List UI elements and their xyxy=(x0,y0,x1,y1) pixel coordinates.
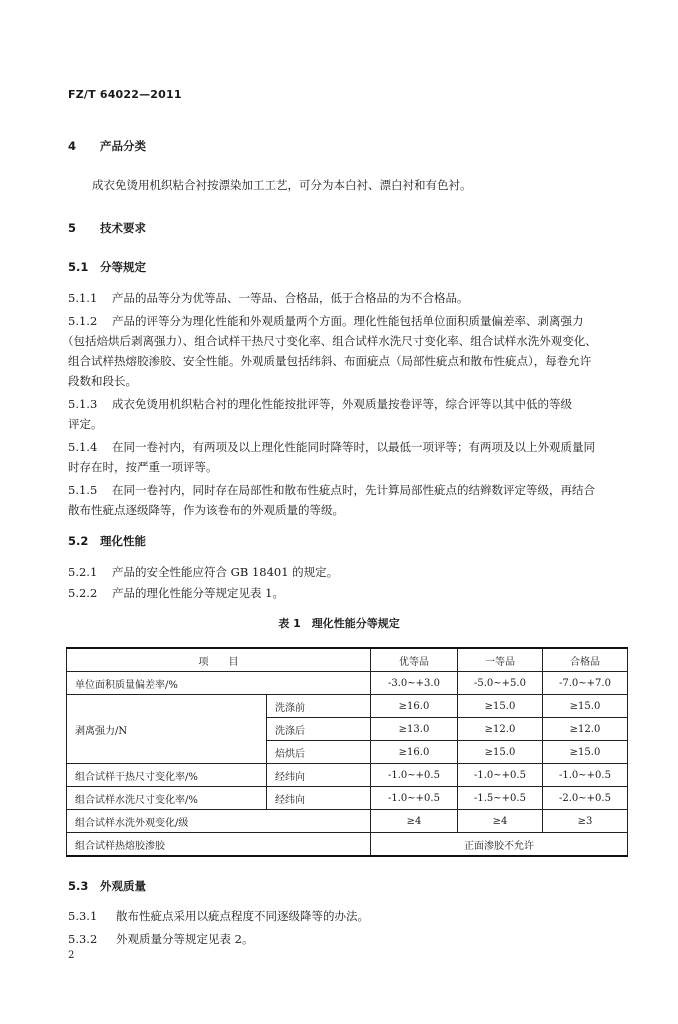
clause-5-2-1 xyxy=(68,564,338,580)
column-header-first-grade: 一等品 xyxy=(458,648,543,672)
cell-value: ≥3 xyxy=(543,810,628,833)
clause-number: 5.1.3 xyxy=(68,397,98,411)
clause-text: 在同一卷衬内，有两项及以上理化性能同时降等时，以最低一项评等；有两项及以上外观质量同 xyxy=(112,440,595,454)
cell-value: -2.0~+0.5 xyxy=(543,787,628,810)
cell-value: ≥15.0 xyxy=(458,741,543,764)
row-label: 单位面积质量偏差率/% xyxy=(67,672,371,695)
table-row xyxy=(67,672,628,695)
row-label: 组合试样热熔胶渗胶 xyxy=(67,833,371,857)
section-number: 5.3 xyxy=(68,879,89,893)
cell-value: -5.0~+5.0 xyxy=(458,672,543,695)
cell-value: ≥13.0 xyxy=(371,718,458,741)
section-4-body: 成衣免烫用机织粘合衬按漂染加工工艺，可分为本白衬、漂白衬和有色衬。 xyxy=(92,178,472,192)
clause-5-2-2 xyxy=(68,585,284,601)
section-title: 外观质量 xyxy=(100,879,146,893)
section-5-1-heading xyxy=(68,259,146,275)
section-title: 理化性能 xyxy=(100,534,146,548)
clause-5-1-3-line-1 xyxy=(68,396,572,412)
clause-text: 外观质量分等规定见表 2。 xyxy=(116,932,254,946)
column-header-item: 项 目 xyxy=(67,648,371,672)
row-sublabel: 经纬向 xyxy=(267,787,371,810)
row-sublabel: 洗涤后 xyxy=(267,718,371,741)
standard-code-header: FZ/T 64022—2011 xyxy=(68,88,182,101)
section-number: 5.1 xyxy=(68,260,89,274)
clause-5-1-5-line-1 xyxy=(68,482,595,498)
cell-value: -1.0~+0.5 xyxy=(543,764,628,787)
cell-value: -3.0~+3.0 xyxy=(371,672,458,695)
section-number: 4 xyxy=(68,139,77,153)
clause-5-1-4-line-2: 时存在时，按严重一项评等。 xyxy=(68,460,218,474)
cell-value: -1.0~+0.5 xyxy=(371,764,458,787)
section-5-3-heading xyxy=(68,878,146,894)
table-1-caption: 表 1 理化性能分等规定 xyxy=(278,617,400,630)
table-row xyxy=(67,833,628,857)
cell-value: ≥15.0 xyxy=(543,741,628,764)
section-number: 5.2 xyxy=(68,534,89,548)
cell-value: ≥4 xyxy=(371,810,458,833)
clause-5-1-2-line-1 xyxy=(68,313,584,329)
clause-number: 5.2.1 xyxy=(68,565,98,579)
clause-text: 产品的品等分为优等品、一等品、合格品，低于合格品的为不合格品。 xyxy=(112,291,469,305)
clause-text: 产品的安全性能应符合 GB 18401 的规定。 xyxy=(112,565,339,579)
clause-5-1-1 xyxy=(68,290,469,306)
table-1-physical-chemical-grading xyxy=(66,647,628,857)
row-label: 组合试样水洗外观变化/级 xyxy=(67,810,371,833)
cell-value: ≥16.0 xyxy=(371,695,458,718)
row-sublabel: 经纬向 xyxy=(267,764,371,787)
column-header-superior: 优等品 xyxy=(371,648,458,672)
clause-text: 产品的评等分为理化性能和外观质量两个方面。理化性能包括单位面积质量偏差率、剥离强力 xyxy=(112,314,584,328)
clause-5-1-2-line-2: （包括焙烘后剥离强力）、组合试样干热尺寸变化率、组合试样水洗尺寸变化率、组合试样水洗外观变化、 xyxy=(62,334,597,348)
table-row xyxy=(67,764,628,787)
cell-value: ≥12.0 xyxy=(543,718,628,741)
cell-value: ≥16.0 xyxy=(371,741,458,764)
row-label: 组合试样干热尺寸变化率/% xyxy=(67,764,267,787)
clause-text: 产品的理化性能分等规定见表 1。 xyxy=(112,586,284,600)
cell-value: -1.0~+0.5 xyxy=(371,787,458,810)
clause-text: 在同一卷衬内，同时存在局部性和散布性疵点时，先计算局部性疵点的结辫数评定等级，再结合 xyxy=(112,483,595,497)
cell-value: -1.5~+0.5 xyxy=(458,787,543,810)
cell-value: 正面渗胶不允许 xyxy=(371,833,628,857)
section-4-heading xyxy=(68,138,146,154)
clause-number: 5.3.2 xyxy=(68,932,98,946)
clause-5-1-2-line-4: 段数和段长。 xyxy=(68,374,137,388)
clause-5-1-5-line-2: 散布性疵点逐级降等，作为该卷布的外观质量的等级。 xyxy=(68,503,344,517)
clause-number: 5.1.4 xyxy=(68,440,98,454)
cell-value: ≥15.0 xyxy=(543,695,628,718)
section-5-heading xyxy=(68,220,146,236)
table-row xyxy=(67,695,628,718)
clause-5-1-4-line-1 xyxy=(68,439,595,455)
clause-number: 5.1.1 xyxy=(68,291,98,305)
clause-5-3-1 xyxy=(68,908,369,924)
row-label: 剥离强力/N xyxy=(67,695,267,764)
clause-5-1-2-line-3: 组合试样热熔胶渗胶、安全性能。外观质量包括纬斜、布面疵点（局部性疵点和散布性疵点），每卷允许 xyxy=(68,354,592,368)
clause-text: 成衣免烫用机织粘合衬的理化性能按批评等，外观质量按卷评等，综合评等以其中低的等级 xyxy=(112,397,572,411)
clause-number: 5.1.2 xyxy=(68,314,98,328)
clause-number: 5.2.2 xyxy=(68,586,98,600)
clause-number: 5.1.5 xyxy=(68,483,98,497)
row-sublabel: 洗涤前 xyxy=(267,695,371,718)
row-label: 组合试样水洗尺寸变化率/% xyxy=(67,787,267,810)
section-title: 分等规定 xyxy=(100,260,146,274)
clause-text: 散布性疵点采用以疵点程度不同逐级降等的办法。 xyxy=(116,909,369,923)
column-header-qualified: 合格品 xyxy=(543,648,628,672)
row-sublabel: 焙烘后 xyxy=(267,741,371,764)
section-5-2-heading xyxy=(68,533,146,549)
clause-5-3-2 xyxy=(68,931,253,947)
page-number: 2 xyxy=(68,950,75,961)
cell-value: -7.0~+7.0 xyxy=(543,672,628,695)
table-header-row xyxy=(67,648,628,672)
cell-value: ≥15.0 xyxy=(458,695,543,718)
cell-value: ≥12.0 xyxy=(458,718,543,741)
cell-value: ≥4 xyxy=(458,810,543,833)
cell-value: -1.0~+0.5 xyxy=(458,764,543,787)
table-row xyxy=(67,787,628,810)
section-number: 5 xyxy=(68,221,77,235)
clause-number: 5.3.1 xyxy=(68,909,98,923)
clause-5-1-3-line-2: 评定。 xyxy=(68,417,103,431)
section-title: 产品分类 xyxy=(100,139,146,153)
section-title: 技术要求 xyxy=(100,221,146,235)
table-row xyxy=(67,810,628,833)
